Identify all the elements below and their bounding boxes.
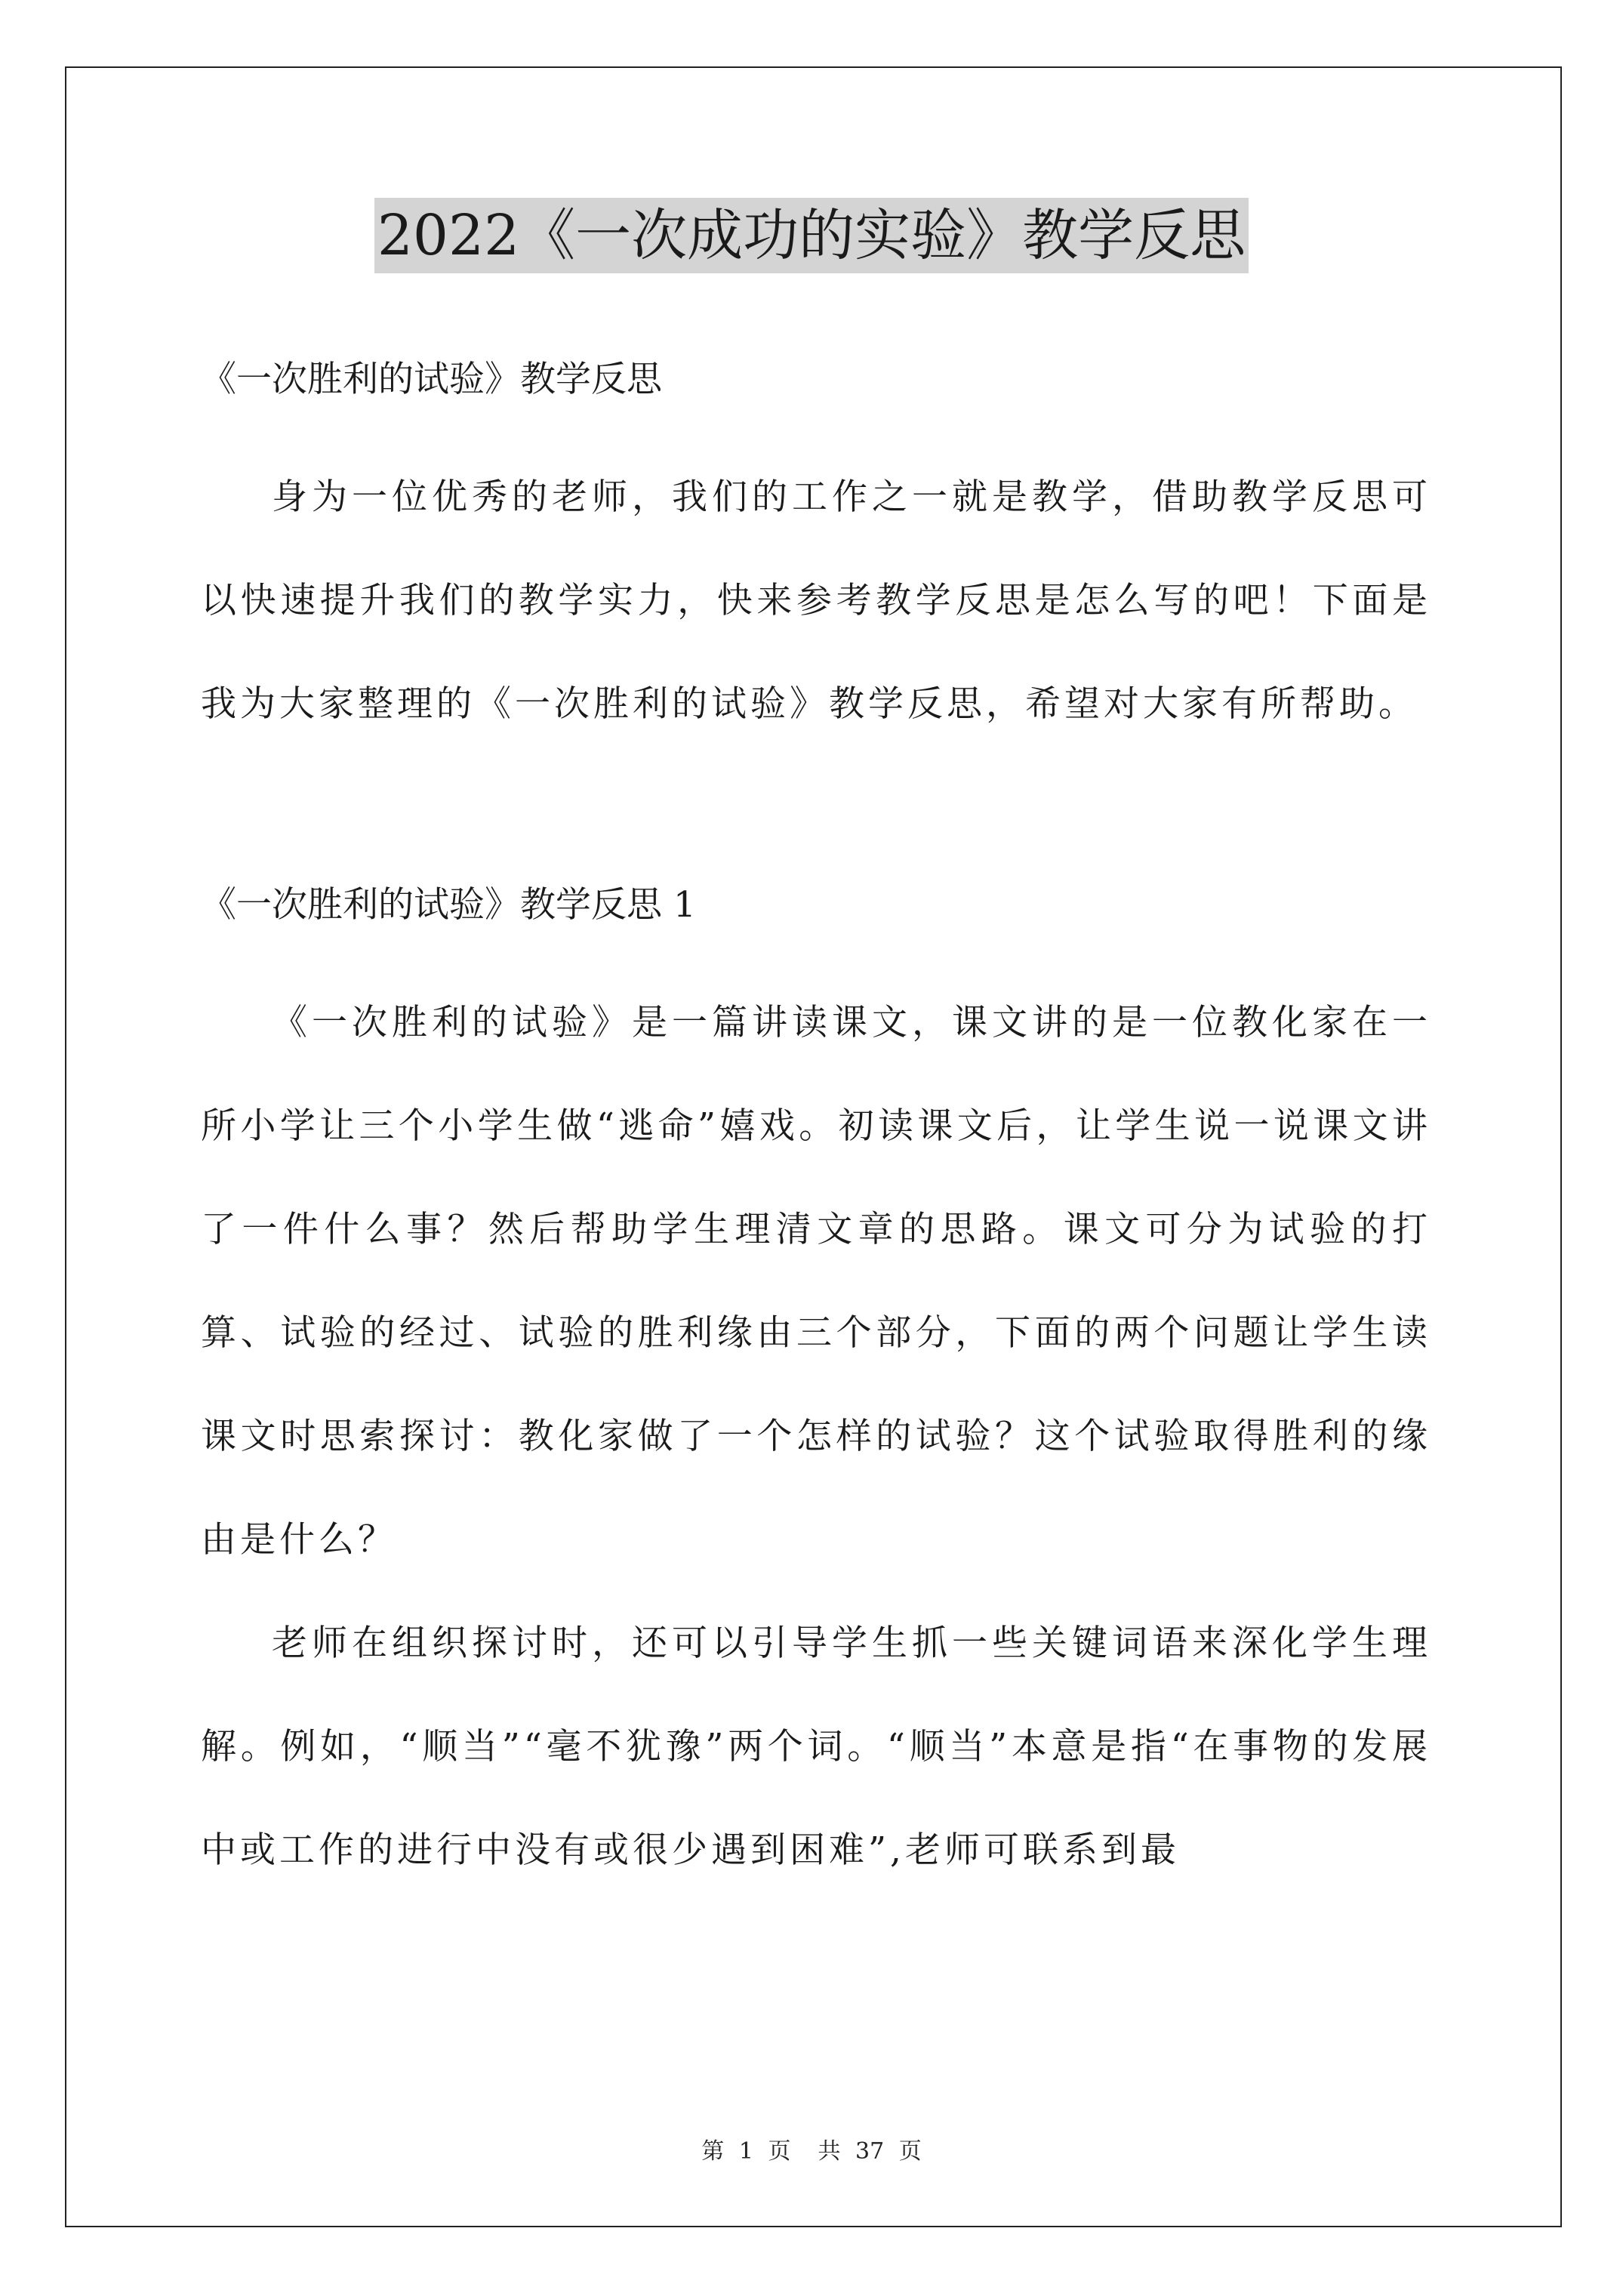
section-paragraph-2: 老师在组织探讨时，还可以引导学生抓一些关键词语来深化学生理解。例如，“顺当”“毫不犹豫”两个词。“顺当”本意是指“在事物的发展中或工作的进行中没有或很少遇到困难”,老师可联系到最 bbox=[201, 1623, 1431, 1871]
title-container bbox=[0, 198, 1623, 273]
section-heading: 《一次胜利的试验》教学反思 1 bbox=[201, 884, 696, 926]
section-paragraph-1: 《一次胜利的试验》是一篇讲读课文，课文讲的是一位教化家在一所小学让三个小学生做“逃命”嬉戏。初读课文后，让学生说一说课文讲了一件什么事？然后帮助学生理清文章的思路。课文可分为试验的打算、试验的经过、试验的胜利缘由三个部分，下面的两个问题让学生读课文时思索探讨：教化家做了一个怎样的试验？这个试验取得胜利的缘由是什么？ bbox=[201, 1002, 1431, 1561]
intro-paragraph: 身为一位优秀的老师，我们的工作之一就是教学，借助教学反思可以快速提升我们的教学实力，快来参考教学反思是怎么写的吧！下面是我为大家整理的《一次胜利的试验》教学反思，希望对大家有所帮助。 bbox=[201, 476, 1431, 725]
page-footer bbox=[0, 2137, 1623, 2167]
document-title: 2022《一次成功的实验》教学反思 bbox=[374, 198, 1249, 273]
page-number: 第 1 页 bbox=[701, 2138, 791, 2165]
document-body bbox=[201, 344, 1431, 1902]
intro-heading: 《一次胜利的试验》教学反思 bbox=[201, 359, 662, 400]
page-total: 共 37 页 bbox=[818, 2138, 922, 2165]
